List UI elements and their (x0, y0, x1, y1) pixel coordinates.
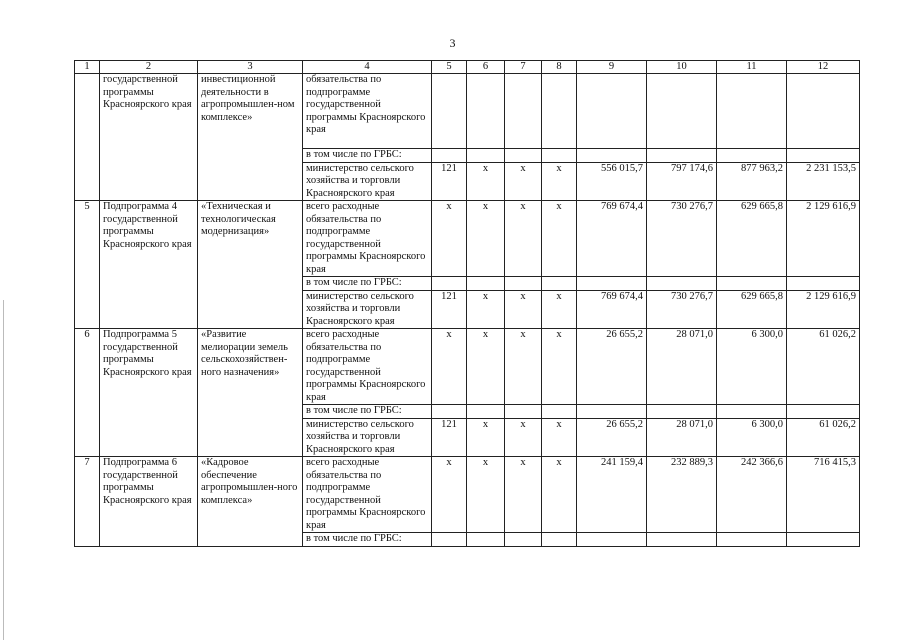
mark-cell: x (505, 457, 542, 533)
row-number-cell (75, 74, 100, 201)
empty-cell (717, 74, 787, 149)
header-cell: 1 (75, 61, 100, 74)
amount-cell: 241 159,4 (577, 457, 647, 533)
mark-cell: x (467, 418, 505, 457)
amount-cell: 2 129 616,9 (787, 290, 860, 329)
ministry-label-cell: министерство сельского хозяйства и торговли Красноярского края (303, 290, 432, 329)
mark-cell: x (542, 329, 577, 405)
amount-cell: 769 674,4 (577, 201, 647, 277)
empty-cell (505, 533, 542, 547)
empty-cell (542, 74, 577, 149)
mark-cell: x (505, 418, 542, 457)
amount-cell: 2 129 616,9 (787, 201, 860, 277)
table-row (75, 74, 860, 149)
mark-cell: x (505, 162, 542, 201)
mark-cell: x (542, 457, 577, 533)
empty-cell (647, 149, 717, 163)
empty-cell (467, 149, 505, 163)
empty-cell (542, 277, 577, 291)
ministry-label-cell: министерство сельского хозяйства и торговли Красноярского края (303, 162, 432, 201)
title-cell: инвестиционной деятельности в агропромышлен-ном комплексе» (198, 74, 303, 201)
empty-cell (647, 277, 717, 291)
empty-cell (467, 277, 505, 291)
empty-cell (577, 74, 647, 149)
empty-cell (467, 405, 505, 419)
incl-label-cell: в том числе по ГРБС: (303, 533, 432, 547)
ministry-label-cell: министерство сельского хозяйства и торговли Красноярского края (303, 418, 432, 457)
mark-cell: x (505, 201, 542, 277)
empty-cell (647, 405, 717, 419)
header-cell: 3 (198, 61, 303, 74)
incl-label-cell: в том числе по ГРБС: (303, 405, 432, 419)
amount-cell: 61 026,2 (787, 418, 860, 457)
empty-cell (432, 74, 467, 149)
program-cell: Подпрограмма 5 государственной программы Красноярского края (100, 329, 198, 457)
empty-cell (505, 405, 542, 419)
empty-cell (577, 277, 647, 291)
header-cell: 11 (717, 61, 787, 74)
page-number: 3 (449, 36, 456, 50)
amount-cell: 26 655,2 (577, 418, 647, 457)
empty-cell (717, 277, 787, 291)
code-cell: 121 (432, 162, 467, 201)
empty-cell (577, 149, 647, 163)
empty-cell (787, 277, 860, 291)
amount-cell: 877 963,2 (717, 162, 787, 201)
empty-cell (505, 74, 542, 149)
mark-cell: x (467, 201, 505, 277)
mark-cell: x (542, 290, 577, 329)
amount-cell: 629 665,8 (717, 290, 787, 329)
amount-cell: 556 015,7 (577, 162, 647, 201)
empty-cell (787, 74, 860, 149)
amount-cell: 26 655,2 (577, 329, 647, 405)
row-number-cell: 6 (75, 329, 100, 457)
amount-cell: 716 415,3 (787, 457, 860, 533)
mark-cell: x (505, 329, 542, 405)
total-label-cell: всего расходные обязательства по подпрограмме государственной программы Красноярского края (303, 329, 432, 405)
mark-cell: x (542, 201, 577, 277)
scan-page-edge (3, 300, 4, 640)
header-cell: 12 (787, 61, 860, 74)
amount-cell: 61 026,2 (787, 329, 860, 405)
header-cell: 4 (303, 61, 432, 74)
mark-cell: x (432, 457, 467, 533)
empty-cell (787, 149, 860, 163)
mark-cell: x (467, 457, 505, 533)
header-cell: 8 (542, 61, 577, 74)
amount-cell: 2 231 153,5 (787, 162, 860, 201)
budget-table (74, 60, 860, 547)
program-cell: Подпрограмма 4 государственной программы Красноярского края (100, 201, 198, 329)
table-row (75, 457, 860, 533)
empty-cell (432, 533, 467, 547)
empty-cell (432, 405, 467, 419)
title-cell: «Техническая и технологическая модернизация» (198, 201, 303, 329)
amount-cell: 797 174,6 (647, 162, 717, 201)
amount-cell: 769 674,4 (577, 290, 647, 329)
empty-cell (717, 149, 787, 163)
empty-cell (542, 149, 577, 163)
amount-cell: 730 276,7 (647, 201, 717, 277)
header-cell: 6 (467, 61, 505, 74)
amount-cell: 6 300,0 (717, 418, 787, 457)
empty-cell (647, 533, 717, 547)
empty-cell (717, 533, 787, 547)
amount-cell: 6 300,0 (717, 329, 787, 405)
amount-cell: 28 071,0 (647, 329, 717, 405)
header-cell: 7 (505, 61, 542, 74)
empty-cell (787, 405, 860, 419)
title-cell: «Кадровое обеспечение агропромышлен-ного комплекса» (198, 457, 303, 547)
header-cell: 9 (577, 61, 647, 74)
amount-cell: 242 366,6 (717, 457, 787, 533)
empty-cell (717, 405, 787, 419)
row-number-cell: 7 (75, 457, 100, 547)
empty-cell (577, 533, 647, 547)
empty-cell (432, 149, 467, 163)
mark-cell: x (432, 329, 467, 405)
total-label-cell: обязательства по подпрограмме государственной программы Красноярского края (303, 74, 432, 149)
empty-cell (467, 74, 505, 149)
mark-cell: x (467, 290, 505, 329)
mark-cell: x (467, 329, 505, 405)
amount-cell: 232 889,3 (647, 457, 717, 533)
title-cell: «Развитие мелиорации земель сельскохозяйствен-ного назначения» (198, 329, 303, 457)
code-cell: 121 (432, 418, 467, 457)
table-row (75, 329, 860, 405)
empty-cell (505, 149, 542, 163)
incl-label-cell: в том числе по ГРБС: (303, 277, 432, 291)
header-cell: 2 (100, 61, 198, 74)
total-label-cell: всего расходные обязательства по подпрограмме государственной программы Красноярского края (303, 457, 432, 533)
code-cell: 121 (432, 290, 467, 329)
empty-cell (505, 277, 542, 291)
mark-cell: x (542, 162, 577, 201)
empty-cell (787, 533, 860, 547)
mark-cell: x (542, 418, 577, 457)
empty-cell (432, 277, 467, 291)
header-row (75, 61, 860, 74)
header-cell: 5 (432, 61, 467, 74)
empty-cell (542, 405, 577, 419)
amount-cell: 629 665,8 (717, 201, 787, 277)
program-cell: государственной программы Красноярского края (100, 74, 198, 201)
amount-cell: 730 276,7 (647, 290, 717, 329)
header-cell: 10 (647, 61, 717, 74)
empty-cell (467, 533, 505, 547)
table-row (75, 201, 860, 277)
mark-cell: x (467, 162, 505, 201)
mark-cell: x (432, 201, 467, 277)
mark-cell: x (505, 290, 542, 329)
incl-label-cell: в том числе по ГРБС: (303, 149, 432, 163)
row-number-cell: 5 (75, 201, 100, 329)
total-label-cell: всего расходные обязательства по подпрограмме государственной программы Красноярского края (303, 201, 432, 277)
empty-cell (647, 74, 717, 149)
program-cell: Подпрограмма 6 государственной программы Красноярского края (100, 457, 198, 547)
empty-cell (542, 533, 577, 547)
empty-cell (577, 405, 647, 419)
amount-cell: 28 071,0 (647, 418, 717, 457)
